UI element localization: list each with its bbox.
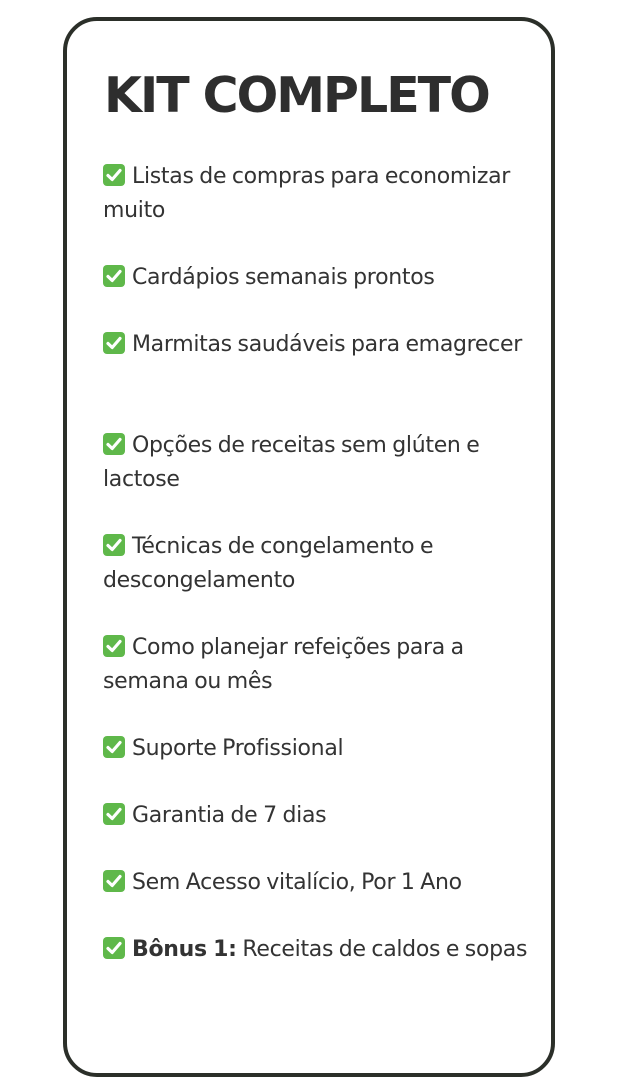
check-icon	[103, 937, 125, 959]
feature-item-gluten-lactose-free	[103, 429, 528, 496]
feature-item-shopping-lists	[103, 160, 528, 227]
check-icon	[103, 803, 125, 825]
check-icon	[103, 635, 125, 657]
feature-text: Como planejar refeições para a semana ou mês	[103, 635, 464, 694]
check-icon	[103, 164, 125, 186]
feature-text: Marmitas saudáveis para emagrecer	[132, 332, 522, 357]
feature-text: Técnicas de congelamento e descongelamento	[103, 534, 434, 593]
bonus-label: Bônus 1:	[132, 937, 237, 962]
check-icon	[103, 736, 125, 758]
feature-item-guarantee	[103, 799, 528, 833]
feature-text: Receitas de caldos e sopas	[236, 937, 528, 962]
check-icon	[103, 332, 125, 354]
feature-item-access-period	[103, 866, 528, 900]
feature-text: Opções de receitas sem glúten e lactose	[103, 433, 480, 492]
check-icon	[103, 265, 125, 287]
feature-item-freezing-techniques	[103, 530, 528, 597]
feature-item-bonus-1	[103, 933, 528, 967]
feature-text: Cardápios semanais prontos	[132, 265, 435, 290]
feature-text: Garantia de 7 dias	[132, 803, 327, 828]
check-icon	[103, 534, 125, 556]
feature-text: Listas de compras para economizar muito	[103, 164, 510, 223]
feature-item-healthy-lunchboxes	[103, 328, 528, 362]
feature-item-meal-planning	[103, 631, 528, 698]
feature-text: Sem Acesso vitalício, Por 1 Ano	[132, 870, 462, 895]
check-icon	[103, 870, 125, 892]
kit-title: KIT COMPLETO	[104, 67, 489, 124]
check-icon	[103, 433, 125, 455]
feature-item-weekly-menus	[103, 261, 528, 295]
feature-text: Suporte Profissional	[132, 736, 344, 761]
feature-item-professional-support	[103, 732, 528, 766]
